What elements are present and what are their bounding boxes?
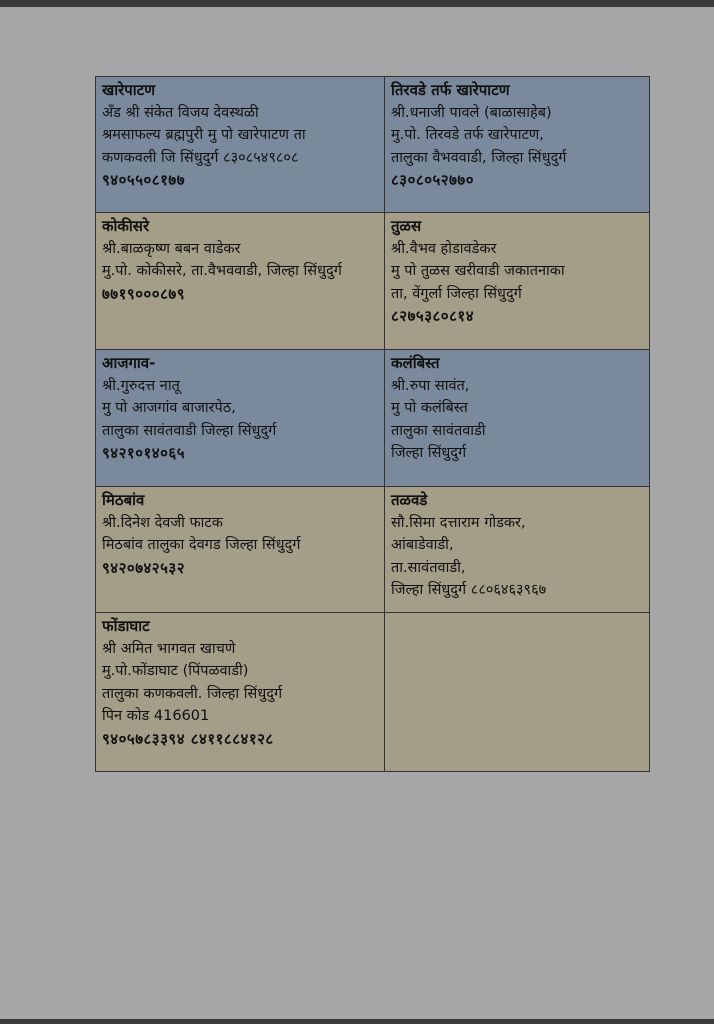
address-line: तालुका सावंतवाडी जिल्हा सिंधुदुर्ग xyxy=(102,422,277,439)
contact-cell xyxy=(96,213,385,350)
contact-cell xyxy=(96,350,385,487)
contact-name: श्री.रुपा सावंत, xyxy=(391,377,470,394)
place-name: कोकीसरे xyxy=(102,217,150,235)
table-row xyxy=(96,213,650,350)
contact-cell xyxy=(385,77,650,213)
address-line: ता.सावंतवाडी, xyxy=(391,559,466,576)
address-line: मु पो कलंबिस्त xyxy=(391,400,468,416)
pin-code: पिन कोड 416601 xyxy=(102,708,210,724)
contact-name: श्री.गुरुदत्त नातू xyxy=(102,377,180,394)
table-row xyxy=(96,77,650,213)
contacts-table xyxy=(95,76,650,772)
phone-number: ९४०५५०८१७७ xyxy=(102,171,186,189)
table-row xyxy=(96,487,650,613)
contact-name: श्री.वैभव होडावडेकर xyxy=(391,240,497,257)
contact-name: श्री अमित भागवत खाचणे xyxy=(102,640,236,657)
address-line: जिल्हा सिंधुदुर्ग ८८०६४६३९६७ xyxy=(391,582,547,598)
address-line: तालुका कणकवली. जिल्हा सिंधुदुर्ग xyxy=(102,685,283,702)
empty-cell xyxy=(385,613,650,772)
contact-cell xyxy=(385,487,650,613)
address-line: मु.पो. कोकीसरे, ता.वैभववाडी, जिल्हा सिंधुदुर्ग xyxy=(102,263,342,279)
address-line: मिठबांव तालुका देवगड जिल्हा सिंधुदुर्ग xyxy=(102,537,301,553)
contact-name: श्री.धनाजी पावले (बाळासाहेब) xyxy=(391,104,552,121)
place-name: आजगाव- xyxy=(102,354,156,372)
place-name: तिरवडे तर्फ खारेपाटण xyxy=(391,81,510,99)
table-row xyxy=(96,613,650,772)
phone-number: ८३०८०५२७७० xyxy=(391,171,475,189)
address-line: मु पो तुळस खरीवाडी जकातनाका xyxy=(391,263,565,279)
address-line: ता, वेंगुर्ला जिल्हा सिंधुदुर्ग xyxy=(391,285,522,302)
phone-number: ८२७५३८०८१४ xyxy=(391,307,475,325)
address-line: कणकवली जि सिंधुदुर्ग ८३०८५४९८०८ xyxy=(102,149,299,166)
address-line: मु.पो. तिरवडे तर्फ खारेपाटण, xyxy=(391,127,544,143)
phone-number: ९४२०७४२५३२ xyxy=(102,558,186,577)
contact-cell xyxy=(96,487,385,613)
address-line: जिल्हा सिंधुदुर्ग xyxy=(391,445,467,461)
contact-cell xyxy=(96,613,385,772)
address-line: तालुका सावंतवाडी xyxy=(391,422,486,439)
contact-name: श्री.बाळकृष्ण बबन वाडेकर xyxy=(102,240,241,257)
contact-cell xyxy=(385,213,650,350)
place-name: कलंबिस्त xyxy=(391,354,440,372)
table-row xyxy=(96,350,650,487)
address-line: श्रमसाफल्य ब्रह्मपुरी मु पो खारेपाटण ता xyxy=(102,127,306,143)
place-name: फोंडाघाट xyxy=(102,617,150,635)
address-line: मु पो आजगांव बाजारपेठ, xyxy=(102,400,236,416)
address-line: मु.पो.फोंडाघाट (पिंपळवाडी) xyxy=(102,663,249,679)
contact-name: श्री.दिनेश देवजी फाटक xyxy=(102,514,223,531)
bottom-bar xyxy=(0,1019,714,1024)
phone-number: ९४०५७८३३९४ ८४११८८४१२८ xyxy=(102,729,274,748)
contact-name: अँड श्री संकेत विजय देवस्थळी xyxy=(102,104,259,121)
address-line: तालुका वैभववाडी, जिल्हा सिंधुदुर्ग xyxy=(391,149,567,166)
address-line: आंबाडेवाडी, xyxy=(391,537,454,553)
place-name: खारेपाटण xyxy=(102,81,156,99)
place-name: तुळस xyxy=(391,217,422,235)
contact-cell xyxy=(385,350,650,487)
contact-cell xyxy=(96,77,385,213)
place-name: तळवडे xyxy=(391,491,428,509)
place-name: मिठबांव xyxy=(102,491,145,509)
contact-name: सौ.सिमा दत्ताराम गोडकर, xyxy=(391,514,526,531)
phone-number: ९४२१०१४०६५ xyxy=(102,444,186,462)
phone-number: ७७१९०००८७९ xyxy=(102,284,186,303)
top-bar xyxy=(0,0,714,7)
